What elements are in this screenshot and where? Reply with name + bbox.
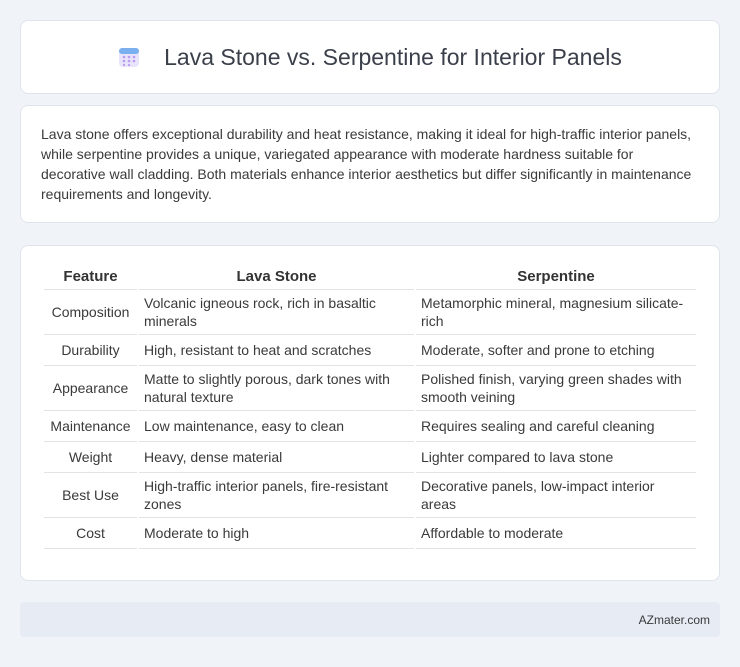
intro-card [20,105,720,223]
serpentine-cell: Decorative panels, low-impact interior areas [416,473,696,518]
calendar-icon [118,46,140,68]
table-row [44,442,696,473]
comparison-table [42,264,698,549]
table-header-row [44,264,696,290]
column-header: Lava Stone [139,264,414,290]
serpentine-cell: Moderate, softer and prone to etching [416,335,696,366]
intro-text: Lava stone offers exceptional durability and heat resistance, making it ideal for high-traffic interior panels, while serpentine provides a unique, variegated appearance with moderate hardness suitable for decorative wall cladding. Both materials enhance interior aesthetics but differ significantly in maintenance requirements and longevity. [41,126,692,202]
feature-cell: Appearance [44,366,137,411]
table-row [44,473,696,518]
footer-brand[interactable]: AZmater.com [638,612,710,627]
table-row [44,290,696,335]
lava-cell: Volcanic igneous rock, rich in basaltic minerals [139,290,414,335]
page-title: Lava Stone vs. Serpentine for Interior Panels [164,43,622,70]
feature-cell: Composition [44,290,137,335]
lava-cell: High, resistant to heat and scratches [139,335,414,366]
table-row [44,335,696,366]
serpentine-cell: Affordable to moderate [416,518,696,549]
column-header: Serpentine [416,264,696,290]
lava-cell: Matte to slightly porous, dark tones with natural texture [139,366,414,411]
table-row [44,411,696,442]
feature-cell: Maintenance [44,411,137,442]
lava-cell: Heavy, dense material [139,442,414,473]
feature-cell: Weight [44,442,137,473]
lava-cell: Moderate to high [139,518,414,549]
feature-cell: Best Use [44,473,137,518]
feature-cell: Durability [44,335,137,366]
serpentine-cell: Metamorphic mineral, magnesium silicate-rich [416,290,696,335]
comparison-card [20,245,720,581]
serpentine-cell: Polished finish, varying green shades with smooth veining [416,366,696,411]
lava-cell: Low maintenance, easy to clean [139,411,414,442]
feature-cell: Cost [44,518,137,549]
footer [20,602,720,637]
serpentine-cell: Requires sealing and careful cleaning [416,411,696,442]
table-row [44,366,696,411]
column-header: Feature [44,264,137,290]
table-row [44,518,696,549]
lava-cell: High-traffic interior panels, fire-resistant zones [139,473,414,518]
serpentine-cell: Lighter compared to lava stone [416,442,696,473]
title-card [20,20,720,94]
